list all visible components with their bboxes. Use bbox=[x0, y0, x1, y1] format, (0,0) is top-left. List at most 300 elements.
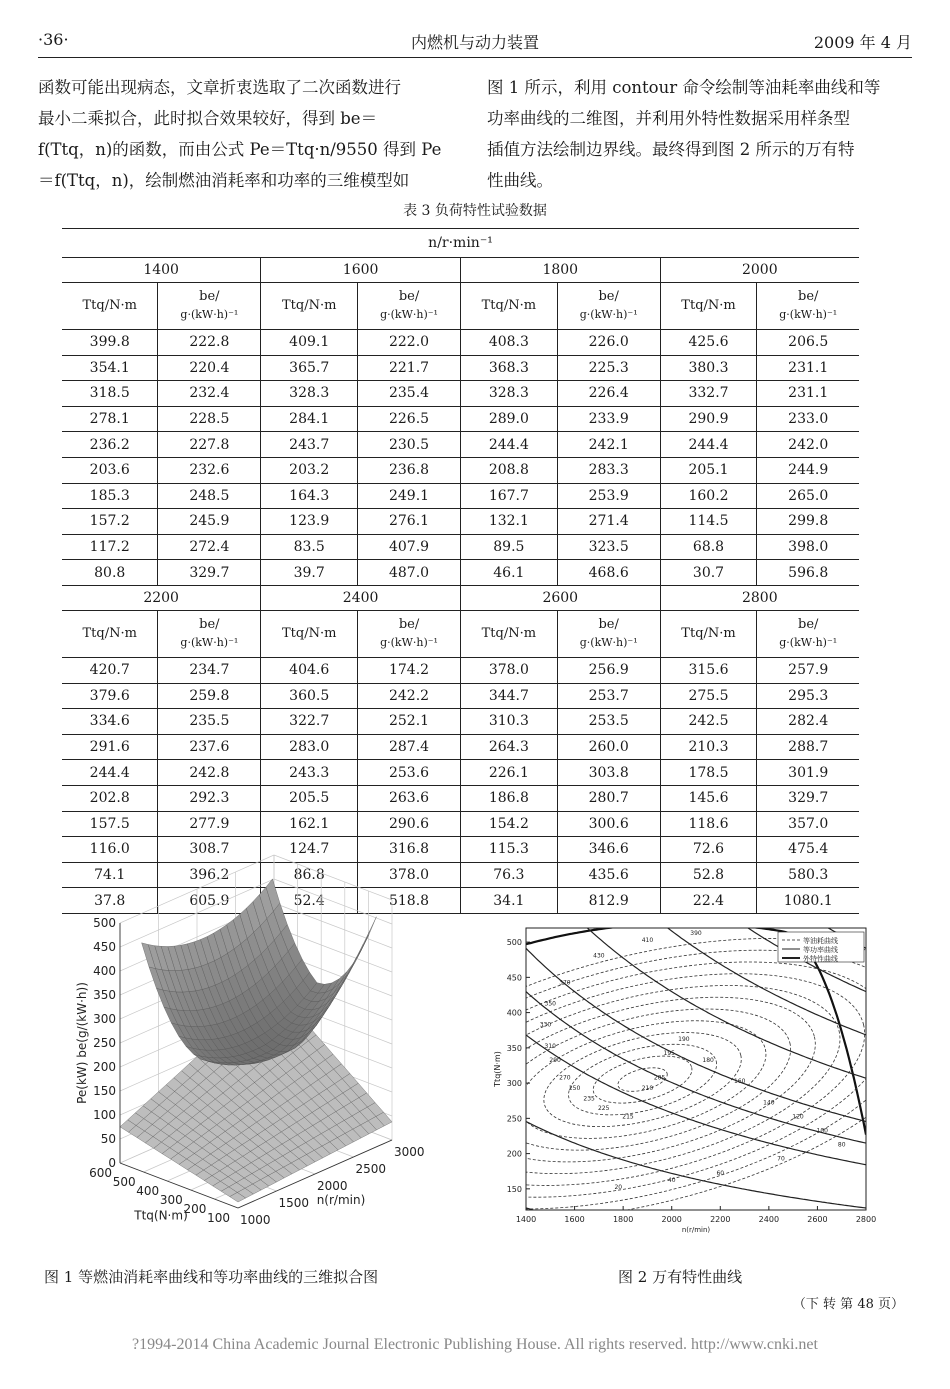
contour-label: 330 bbox=[539, 1021, 552, 1029]
x-tick-label: 2800 bbox=[855, 1215, 877, 1224]
speed-header-cell: 1400 bbox=[62, 258, 261, 283]
bsfc-label-unit: g·(kW·h)⁻¹ bbox=[180, 308, 239, 321]
table-row bbox=[62, 457, 859, 483]
table-cell: 233.9 bbox=[557, 406, 660, 432]
torque-tick-label: 500 bbox=[112, 1175, 136, 1189]
table-cell: 244.4 bbox=[460, 432, 557, 458]
table-cell: 226.5 bbox=[358, 406, 461, 432]
table-cell: 354.1 bbox=[62, 355, 158, 381]
speed-tick-label: 1500 bbox=[278, 1196, 310, 1210]
table-cell: 236.8 bbox=[358, 457, 461, 483]
table-cell: 174.2 bbox=[358, 657, 461, 683]
x-tick-label: 1600 bbox=[564, 1215, 585, 1224]
bsfc-label-top: be/ bbox=[798, 616, 819, 632]
contour-label: 235 bbox=[583, 1095, 595, 1103]
issue-date: 2009 年 4 月 bbox=[813, 33, 912, 52]
page-number: ·36· bbox=[38, 30, 69, 49]
running-header bbox=[38, 30, 912, 52]
table-row bbox=[62, 509, 859, 535]
bsfc-label-top: be/ bbox=[598, 289, 619, 304]
z-tick-label: 150 bbox=[93, 1084, 116, 1098]
bsfc-label-unit: g·(kW·h)⁻¹ bbox=[579, 308, 638, 321]
table-cell: 435.6 bbox=[557, 862, 660, 888]
table-cell: 242.1 bbox=[557, 432, 660, 458]
table-cell: 378.0 bbox=[358, 862, 461, 888]
table-row bbox=[62, 683, 859, 709]
y-tick-label: 300 bbox=[506, 1079, 522, 1089]
contour-label: 370 bbox=[559, 979, 571, 987]
table-cell: 242.2 bbox=[358, 683, 461, 709]
contour-label: 205 bbox=[653, 1074, 666, 1082]
table-cell: 235.5 bbox=[158, 709, 261, 735]
speed-axis-label: n(r/min) bbox=[316, 1193, 366, 1207]
x-tick-label: 2000 bbox=[661, 1215, 682, 1224]
torque-column-header: Ttq/N·m bbox=[62, 283, 158, 330]
table-cell: 323.5 bbox=[557, 534, 660, 560]
paragraph-line: 函数可能出现病态，文章折衷选取了二次函数进行 bbox=[38, 78, 401, 97]
table-row bbox=[62, 330, 859, 356]
bsfc-column-header bbox=[358, 610, 461, 657]
header-rule bbox=[38, 57, 912, 58]
table-cell: 30.7 bbox=[660, 560, 757, 586]
table-cell: 310.3 bbox=[460, 709, 557, 735]
table-cell: 300.6 bbox=[557, 811, 660, 837]
table-cell: 328.3 bbox=[460, 381, 557, 407]
table-cell: 812.9 bbox=[557, 888, 660, 914]
table-cell: 243.3 bbox=[261, 760, 358, 786]
paragraph-line: 图 1 所示，利用 contour 命令绘制等油耗率曲线和等 bbox=[487, 78, 881, 97]
bsfc-label-unit: g·(kW·h)⁻¹ bbox=[380, 308, 438, 321]
speed-header-cell: 1800 bbox=[460, 258, 660, 283]
table-cell: 379.6 bbox=[62, 683, 158, 709]
table-cell: 288.7 bbox=[757, 734, 859, 760]
table-cell: 256.9 bbox=[557, 657, 660, 683]
table-cell: 157.5 bbox=[62, 811, 158, 837]
torque-column-header: Ttq/N·m bbox=[62, 610, 158, 657]
y-tick-label: 500 bbox=[506, 938, 522, 948]
copyright-footer: ?1994-2014 China Academic Journal Electronic Publishing House. All rights reserved. http://www.cnki.net bbox=[132, 1336, 818, 1353]
table-cell: 164.3 bbox=[261, 483, 358, 509]
table-cell: 316.8 bbox=[358, 837, 461, 863]
table-cell: 283.3 bbox=[557, 457, 660, 483]
table-cell: 253.9 bbox=[557, 483, 660, 509]
table-cell: 244.4 bbox=[62, 760, 158, 786]
table-cell: 237.6 bbox=[158, 734, 261, 760]
bsfc-column-header bbox=[557, 610, 660, 657]
speed-header-cell: 2600 bbox=[460, 585, 660, 610]
speed-header-cell: 2200 bbox=[62, 585, 261, 610]
contour-label: 100 bbox=[816, 1127, 829, 1135]
table-cell: 233.0 bbox=[757, 406, 859, 432]
table-cell: 117.2 bbox=[62, 534, 158, 560]
y-axis-label: Ttq(N·m) bbox=[493, 1051, 502, 1087]
torque-column-header: Ttq/N·m bbox=[660, 610, 757, 657]
table-cell: 409.1 bbox=[261, 330, 358, 356]
contour-label: 180 bbox=[702, 1056, 714, 1064]
table-cell: 468.6 bbox=[557, 560, 660, 586]
speed-tick-label: 1000 bbox=[240, 1213, 271, 1227]
table-cell: 271.4 bbox=[557, 509, 660, 535]
z-tick-label: 250 bbox=[93, 1036, 116, 1050]
contour-label: 40 bbox=[667, 1176, 676, 1184]
table-cell: 83.5 bbox=[261, 534, 358, 560]
torque-axis-label: Ttq(N·m) bbox=[134, 1208, 188, 1223]
iso-bsfc-contour bbox=[372, 918, 913, 1241]
table-cell: 278.1 bbox=[62, 406, 158, 432]
table-cell: 86.8 bbox=[261, 862, 358, 888]
table-cell: 242.0 bbox=[757, 432, 859, 458]
z-tick-label: 200 bbox=[93, 1060, 116, 1074]
journal-name: 内燃机与动力装置 bbox=[410, 33, 539, 52]
table-cell: 329.7 bbox=[158, 560, 261, 586]
contour-label: 80 bbox=[837, 1141, 846, 1149]
table-cell: 299.8 bbox=[757, 509, 859, 535]
bsfc-column-header bbox=[757, 610, 859, 657]
contour-label: 160 bbox=[733, 1078, 746, 1086]
bsfc-surface-cell bbox=[340, 962, 354, 983]
table-cell: 242.5 bbox=[660, 709, 757, 735]
table-row bbox=[62, 760, 859, 786]
table-cell: 205.5 bbox=[261, 785, 358, 811]
paragraph-line: ＝f(Ttq，n)，绘制燃油消耗率和功率的三维模型如 bbox=[38, 171, 410, 190]
z-tick-label: 300 bbox=[93, 1012, 116, 1026]
table-cell: 253.5 bbox=[557, 709, 660, 735]
z-tick-label: 50 bbox=[100, 1132, 116, 1146]
table-cell: 72.6 bbox=[660, 837, 757, 863]
paragraph-line: 插值方法绘制边界线。最终得到图 2 所示的万有特 bbox=[487, 140, 855, 159]
torque-column-header: Ttq/N·m bbox=[660, 283, 757, 330]
speed-tick-label: 2500 bbox=[355, 1162, 387, 1176]
bsfc-label-top: be/ bbox=[199, 289, 220, 304]
table-cell: 291.6 bbox=[62, 734, 158, 760]
table-cell: 210.3 bbox=[660, 734, 757, 760]
table-cell: 280.7 bbox=[557, 785, 660, 811]
load-characteristic-table bbox=[62, 228, 859, 914]
table-cell: 231.1 bbox=[757, 381, 859, 407]
table-cell: 162.1 bbox=[261, 811, 358, 837]
contour-label: 250 bbox=[568, 1085, 581, 1093]
table-row bbox=[62, 355, 859, 381]
table-cell: 404.6 bbox=[261, 657, 358, 683]
table-cell: 344.7 bbox=[460, 683, 557, 709]
speed-header-cell: 2000 bbox=[660, 258, 859, 283]
table-cell: 186.8 bbox=[460, 785, 557, 811]
table-cell: 202.8 bbox=[62, 785, 158, 811]
table-cell: 226.1 bbox=[460, 760, 557, 786]
table-cell: 236.2 bbox=[62, 432, 158, 458]
table-cell: 232.4 bbox=[158, 381, 261, 407]
x-tick-label: 1400 bbox=[515, 1215, 537, 1224]
table-cell: 292.3 bbox=[158, 785, 261, 811]
contour-label: 140 bbox=[763, 1099, 775, 1107]
table-cell: 225.3 bbox=[557, 355, 660, 381]
table-cell: 289.0 bbox=[460, 406, 557, 432]
table-row bbox=[62, 785, 859, 811]
table-cell: 357.0 bbox=[757, 811, 859, 837]
table-cell: 249.1 bbox=[358, 483, 461, 509]
z-tick-label: 400 bbox=[93, 964, 116, 978]
contour-label: 225 bbox=[597, 1104, 610, 1112]
table-cell: 52.4 bbox=[261, 888, 358, 914]
z-axis-label: Pe(kW) be(g/(kW·h)) bbox=[75, 982, 89, 1104]
table-cell: 234.7 bbox=[158, 657, 261, 683]
table-cell: 263.6 bbox=[358, 785, 461, 811]
legend-entry: 等油耗曲线 bbox=[803, 937, 838, 945]
z-tick-label: 350 bbox=[93, 988, 116, 1002]
bsfc-label-unit: g·(kW·h)⁻¹ bbox=[380, 635, 438, 649]
continued-note: （下 转 第 48 页） bbox=[792, 1297, 904, 1312]
bsfc-label-top: be/ bbox=[398, 289, 420, 304]
iso-bsfc-contour bbox=[426, 950, 859, 1209]
table-cell: 132.1 bbox=[460, 509, 557, 535]
contour-label: 215 bbox=[622, 1113, 634, 1121]
table-cell: 277.9 bbox=[158, 811, 261, 837]
y-tick-label: 250 bbox=[506, 1114, 522, 1124]
table-cell: 398.0 bbox=[757, 534, 859, 560]
table-cell: 308.7 bbox=[158, 837, 261, 863]
table-cell: 276.1 bbox=[358, 509, 461, 535]
contour-label: 270 bbox=[559, 1074, 571, 1082]
table-cell: 259.8 bbox=[158, 683, 261, 709]
table-cell: 115.3 bbox=[460, 837, 557, 863]
table-caption: 表 3 负荷特性试验数据 bbox=[403, 203, 547, 219]
table-cell: 244.9 bbox=[757, 457, 859, 483]
table-cell: 124.7 bbox=[261, 837, 358, 863]
contour-label: 20 bbox=[614, 1183, 623, 1191]
table-cell: 222.0 bbox=[358, 330, 461, 356]
z-tick-label: 0 bbox=[108, 1156, 116, 1170]
bsfc-label-top: be/ bbox=[798, 289, 819, 304]
table-cell: 365.7 bbox=[261, 355, 358, 381]
y-tick-label: 400 bbox=[506, 1008, 522, 1018]
table-cell: 290.9 bbox=[660, 406, 757, 432]
table-cell: 222.8 bbox=[158, 330, 261, 356]
table-cell: 118.6 bbox=[660, 811, 757, 837]
table-cell: 287.4 bbox=[358, 734, 461, 760]
table-cell: 252.1 bbox=[358, 709, 461, 735]
table-cell: 46.1 bbox=[460, 560, 557, 586]
x-axis-label: n(r/min) bbox=[681, 1226, 711, 1234]
bsfc-label-top: be/ bbox=[199, 616, 220, 632]
table-cell: 37.8 bbox=[62, 888, 158, 914]
bsfc-column-header bbox=[358, 283, 461, 330]
table-cell: 243.7 bbox=[261, 432, 358, 458]
table-cell: 264.3 bbox=[460, 734, 557, 760]
bsfc-label-unit: g·(kW·h)⁻¹ bbox=[180, 635, 239, 649]
table-row bbox=[62, 483, 859, 509]
x-tick-label: 2400 bbox=[758, 1215, 780, 1224]
table-cell: 303.8 bbox=[557, 760, 660, 786]
table-cell: 282.4 bbox=[757, 709, 859, 735]
contour-label: 210 bbox=[641, 1085, 654, 1093]
table-cell: 275.5 bbox=[660, 683, 757, 709]
table-cell: 378.0 bbox=[460, 657, 557, 683]
table-cell: 116.0 bbox=[62, 837, 158, 863]
table-cell: 123.9 bbox=[261, 509, 358, 535]
bsfc-label-unit: g·(kW·h)⁻¹ bbox=[579, 635, 638, 649]
paragraph-line: 最小二乘拟合，此时拟合效果较好，得到 be＝ bbox=[38, 109, 378, 128]
figure-1-caption: 图 1 等燃油消耗率曲线和等功率曲线的三维拟合图 bbox=[44, 1268, 379, 1286]
table-cell: 328.3 bbox=[261, 381, 358, 407]
table-cell: 220.4 bbox=[158, 355, 261, 381]
table-cell: 226.0 bbox=[557, 330, 660, 356]
contour-label: 310 bbox=[544, 1042, 557, 1050]
table-row bbox=[62, 657, 859, 683]
table-cell: 290.6 bbox=[358, 811, 461, 837]
table-cell: 315.6 bbox=[660, 657, 757, 683]
contour-label: 390 bbox=[690, 930, 702, 938]
bsfc-surface-cell bbox=[362, 917, 376, 948]
table-cell: 295.3 bbox=[757, 683, 859, 709]
y-tick-label: 150 bbox=[506, 1184, 522, 1194]
table-cell: 185.3 bbox=[62, 483, 158, 509]
table-cell: 244.4 bbox=[660, 432, 757, 458]
torque-tick-label: 600 bbox=[89, 1166, 112, 1180]
table-cell: 39.7 bbox=[261, 560, 358, 586]
table-cell: 52.8 bbox=[660, 862, 757, 888]
iso-power-curve bbox=[526, 948, 866, 1121]
table-cell: 160.2 bbox=[660, 483, 757, 509]
speed-header-cell: 1600 bbox=[261, 258, 461, 283]
table-cell: 34.1 bbox=[460, 888, 557, 914]
y-tick-label: 350 bbox=[506, 1043, 522, 1053]
table-cell: 205.1 bbox=[660, 457, 757, 483]
table-cell: 80.8 bbox=[62, 560, 158, 586]
table-cell: 245.9 bbox=[158, 509, 261, 535]
table-cell: 334.6 bbox=[62, 709, 158, 735]
table-cell: 253.7 bbox=[557, 683, 660, 709]
table-cell: 230.5 bbox=[358, 432, 461, 458]
table-cell: 76.3 bbox=[460, 862, 557, 888]
figure-2-universal-characteristic bbox=[486, 910, 912, 1240]
contour-label: 120 bbox=[792, 1113, 804, 1121]
table-cell: 360.5 bbox=[261, 683, 358, 709]
bsfc-column-header bbox=[557, 283, 660, 330]
torque-tick-label: 400 bbox=[136, 1184, 160, 1198]
table-cell: 265.0 bbox=[757, 483, 859, 509]
contour-label: 290 bbox=[549, 1056, 561, 1064]
table-cell: 318.5 bbox=[62, 381, 158, 407]
table-cell: 346.6 bbox=[557, 837, 660, 863]
table-cell: 154.2 bbox=[460, 811, 557, 837]
table-cell: 231.1 bbox=[757, 355, 859, 381]
iso-bsfc-contour bbox=[561, 1031, 723, 1128]
table-cell: 284.1 bbox=[261, 406, 358, 432]
legend-entry: 外特性曲线 bbox=[803, 955, 838, 963]
table-cell: 260.0 bbox=[557, 734, 660, 760]
table-cell: 399.8 bbox=[62, 330, 158, 356]
table-cell: 425.6 bbox=[660, 330, 757, 356]
contour-label: 60 bbox=[716, 1169, 725, 1177]
table-cell: 221.7 bbox=[358, 355, 461, 381]
y-tick-label: 450 bbox=[506, 973, 522, 983]
contour-label: 430 bbox=[593, 952, 605, 960]
figure-1-3d-plot bbox=[38, 916, 448, 1250]
bsfc-column-header bbox=[158, 610, 261, 657]
table-cell: 332.7 bbox=[660, 381, 757, 407]
table-row bbox=[62, 381, 859, 407]
paragraph-line: 性曲线。 bbox=[487, 171, 553, 190]
torque-tick-label: 300 bbox=[159, 1193, 183, 1207]
left-column-text bbox=[38, 72, 463, 196]
table-cell: 227.8 bbox=[158, 432, 261, 458]
table-cell: 396.2 bbox=[158, 862, 261, 888]
table-cell: 228.5 bbox=[158, 406, 261, 432]
y-tick-label: 200 bbox=[506, 1149, 522, 1159]
table-cell: 178.5 bbox=[660, 760, 757, 786]
iso-bsfc-contour bbox=[480, 983, 805, 1177]
table-cell: 487.0 bbox=[358, 560, 461, 586]
bsfc-label-top: be/ bbox=[398, 616, 420, 632]
table-cell: 580.3 bbox=[757, 862, 859, 888]
table-row bbox=[62, 406, 859, 432]
paragraph-line: 功率曲线的二维图，并利用外特性数据采用样条型 bbox=[487, 109, 850, 128]
table-cell: 322.7 bbox=[261, 709, 358, 735]
table-cell: 226.4 bbox=[557, 381, 660, 407]
bsfc-column-header bbox=[158, 283, 261, 330]
torque-column-header: Ttq/N·m bbox=[261, 610, 358, 657]
torque-column-header: Ttq/N·m bbox=[460, 283, 557, 330]
unit-header-cell: n/r·min⁻¹ bbox=[62, 229, 859, 258]
table-cell: 68.8 bbox=[660, 534, 757, 560]
table-cell: 596.8 bbox=[757, 560, 859, 586]
table-cell: 242.8 bbox=[158, 760, 261, 786]
table-cell: 248.5 bbox=[158, 483, 261, 509]
iso-bsfc-contour bbox=[399, 934, 886, 1225]
paragraph-line: f(Ttq，n)的函数，而由公式 Pe＝Ttq·n/9550 得到 Pe bbox=[38, 140, 442, 159]
table-cell: 408.3 bbox=[460, 330, 557, 356]
contour-label: 410 bbox=[641, 937, 654, 945]
table-cell: 272.4 bbox=[158, 534, 261, 560]
table-cell: 368.3 bbox=[460, 355, 557, 381]
table-cell: 475.4 bbox=[757, 837, 859, 863]
table-cell: 167.7 bbox=[460, 483, 557, 509]
table-cell: 74.1 bbox=[62, 862, 158, 888]
table-cell: 232.6 bbox=[158, 457, 261, 483]
table-cell: 380.3 bbox=[660, 355, 757, 381]
bsfc-label-top: be/ bbox=[598, 616, 619, 632]
table-cell: 518.8 bbox=[358, 888, 461, 914]
legend-entry: 等功率曲线 bbox=[803, 946, 838, 954]
x-tick-label: 2600 bbox=[807, 1215, 828, 1224]
figure-2-caption: 图 2 万有特性曲线 bbox=[618, 1268, 743, 1286]
table-cell: 235.4 bbox=[358, 381, 461, 407]
torque-tick-label: 100 bbox=[207, 1211, 230, 1225]
table-cell: 1080.1 bbox=[757, 888, 859, 914]
contour-label: 190 bbox=[678, 1035, 690, 1043]
iso-power-curve bbox=[526, 1035, 866, 1165]
contour-label: 70 bbox=[777, 1155, 785, 1163]
table-cell: 407.9 bbox=[358, 534, 461, 560]
z-tick-label: 500 bbox=[93, 916, 116, 930]
table-row bbox=[62, 709, 859, 735]
table-cell: 145.6 bbox=[660, 785, 757, 811]
table-row bbox=[62, 432, 859, 458]
speed-header-cell: 2800 bbox=[660, 585, 859, 610]
table-cell: 203.2 bbox=[261, 457, 358, 483]
speed-tick-label: 3000 bbox=[394, 1145, 425, 1159]
table-row bbox=[62, 734, 859, 760]
x-tick-label: 2200 bbox=[710, 1215, 731, 1224]
table-cell: 301.9 bbox=[757, 760, 859, 786]
table-row bbox=[62, 837, 859, 863]
table-row bbox=[62, 862, 859, 888]
contour-label: 350 bbox=[544, 1000, 557, 1008]
table-cell: 22.4 bbox=[660, 888, 757, 914]
right-column-text bbox=[487, 72, 912, 196]
table-row bbox=[62, 560, 859, 586]
speed-tick-label: 2000 bbox=[317, 1179, 348, 1193]
